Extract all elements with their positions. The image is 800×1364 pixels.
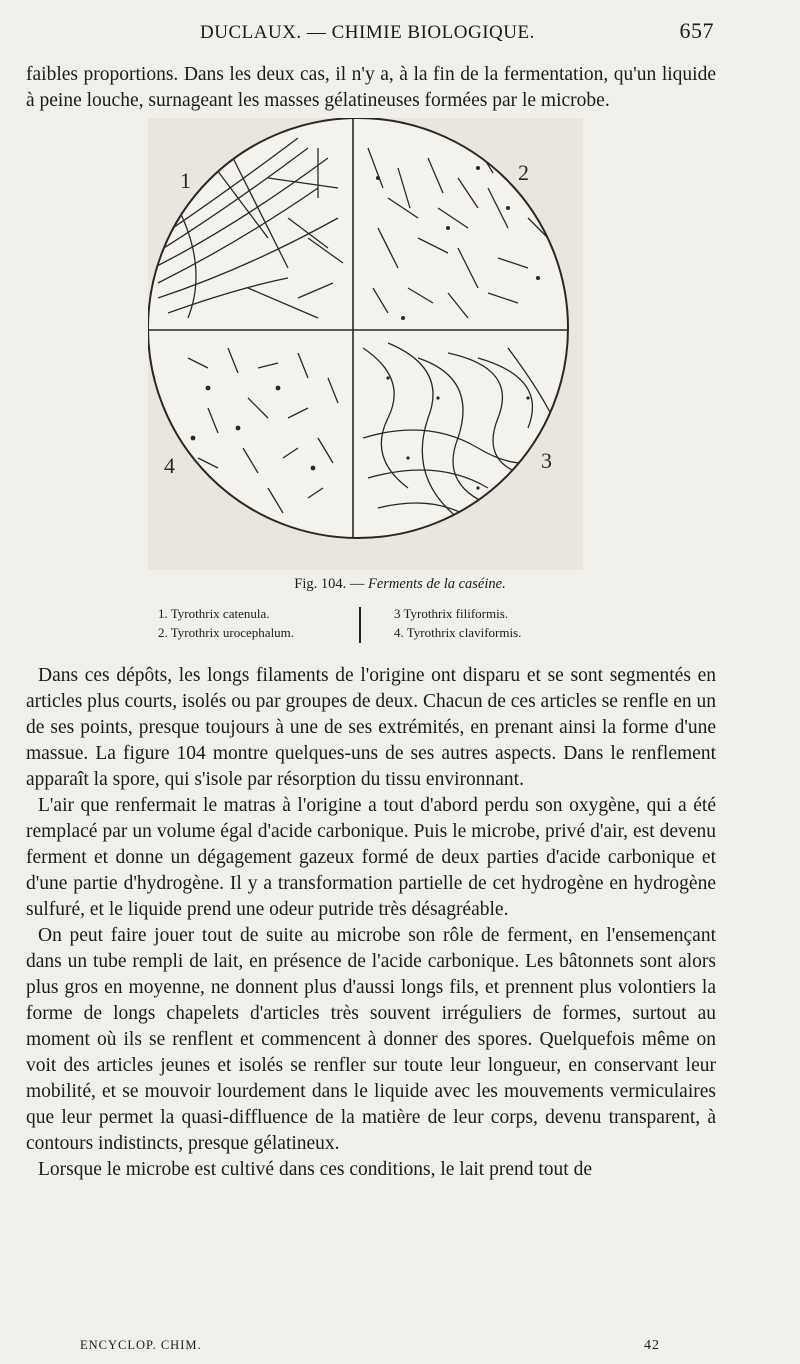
legend-column-right (394, 604, 521, 642)
footer-signature: ENCYCLOP. CHIM. (80, 1338, 202, 1352)
legend-item: 3 Tyrothrix filiformis. (394, 606, 509, 621)
legend-item: 4. Tyrothrix claviformis. (394, 625, 522, 640)
figure-legend (158, 604, 578, 644)
quadrant-label-3: 3 (541, 448, 552, 473)
legend-item: 1. Tyrothrix catenula. (158, 606, 270, 621)
microscope-field-illustration (148, 118, 583, 570)
caption-title: Ferments de la caséine. (368, 576, 506, 592)
caption-number: Fig. 104. (294, 576, 347, 592)
figure-104 (148, 118, 583, 570)
body-paragraph: Lorsque le microbe est cultivé dans ces conditions, le lait prend tout de (38, 1159, 592, 1180)
legend-separator (359, 607, 361, 643)
page-header (200, 18, 714, 50)
footer-sheet-number: 42 (644, 1338, 660, 1353)
quadrant-label-1: 1 (180, 168, 191, 193)
figure-caption: Fig. 104. — Ferments de la caséine. (294, 576, 506, 592)
body-paragraph: Dans ces dépôts, les longs filaments de l'origine ont disparu et se sont segmentés en articles plus courts, isolés ou par groupes de deux. Chacun de ces articles se renfle en un de ses points, presque toujours à une de ses extrémités, en prenant ainsi la forme d'une massue. La figure 104 montre quelques-uns de ses autres aspects. Dans le renflement apparaît la spore, qui s'isole par résorption du tissu environnant. (26, 665, 716, 790)
body-paragraph: On peut faire jouer tout de suite au microbe son rôle de ferment, en l'ensemençant dans un tube rempli de lait, en présence de l'acide carbonique. Les bâtonnets sont alors plus gros en moyenne, ne donnent plus d'aussi longs fils, et prennent plus volontiers la forme de longs chapelets d'articles très souvent irréguliers de formes, surtout au moment où ils se renflent et commencent à donner des spores. Quelquefois même on voit des articles jeunes et isolés se renfler sur toute leur longueur, en conservant leur mobilité, et se mouvoir lourdement dans le liquide avec les mouvements vermiculaires que leur permet la quasi-diffluence de la matière de leur corps, devenu transparent, à contours indistincts, presque gélatineux. (26, 925, 716, 1154)
quadrant-label-4: 4 (164, 453, 175, 478)
quadrant-label-2: 2 (518, 160, 529, 185)
paragraph-text: faibles proportions. Dans les deux cas, il n'y a, à la fin de la fermentation, qu'un liquide à peine louche, surnageant les masses gélatineuses formées par le microbe. (26, 64, 716, 111)
page-number: 657 (679, 18, 714, 43)
legend-column-left (158, 604, 294, 642)
running-title: DUCLAUX. — CHIMIE BIOLOGIQUE. (200, 22, 535, 43)
legend-item: 2. Tyrothrix urocephalum. (158, 625, 295, 640)
body-paragraph: L'air que renfermait le matras à l'origine a tout d'abord perdu son oxygène, qui a été remplacé par un volume égal d'acide carbonique. Puis le microbe, privé d'air, est devenu ferment et donne un dégagement gazeux formé de deux parties d'acide carbonique et d'une partie d'hydrogène. Il y a transformation partielle de cet hydrogène en hydrogène sulfuré, et le liquide prend une odeur putride très désagréable. (26, 795, 716, 920)
microscope-circle (148, 118, 568, 538)
intro-paragraph (26, 62, 716, 114)
body-text (26, 663, 716, 1183)
